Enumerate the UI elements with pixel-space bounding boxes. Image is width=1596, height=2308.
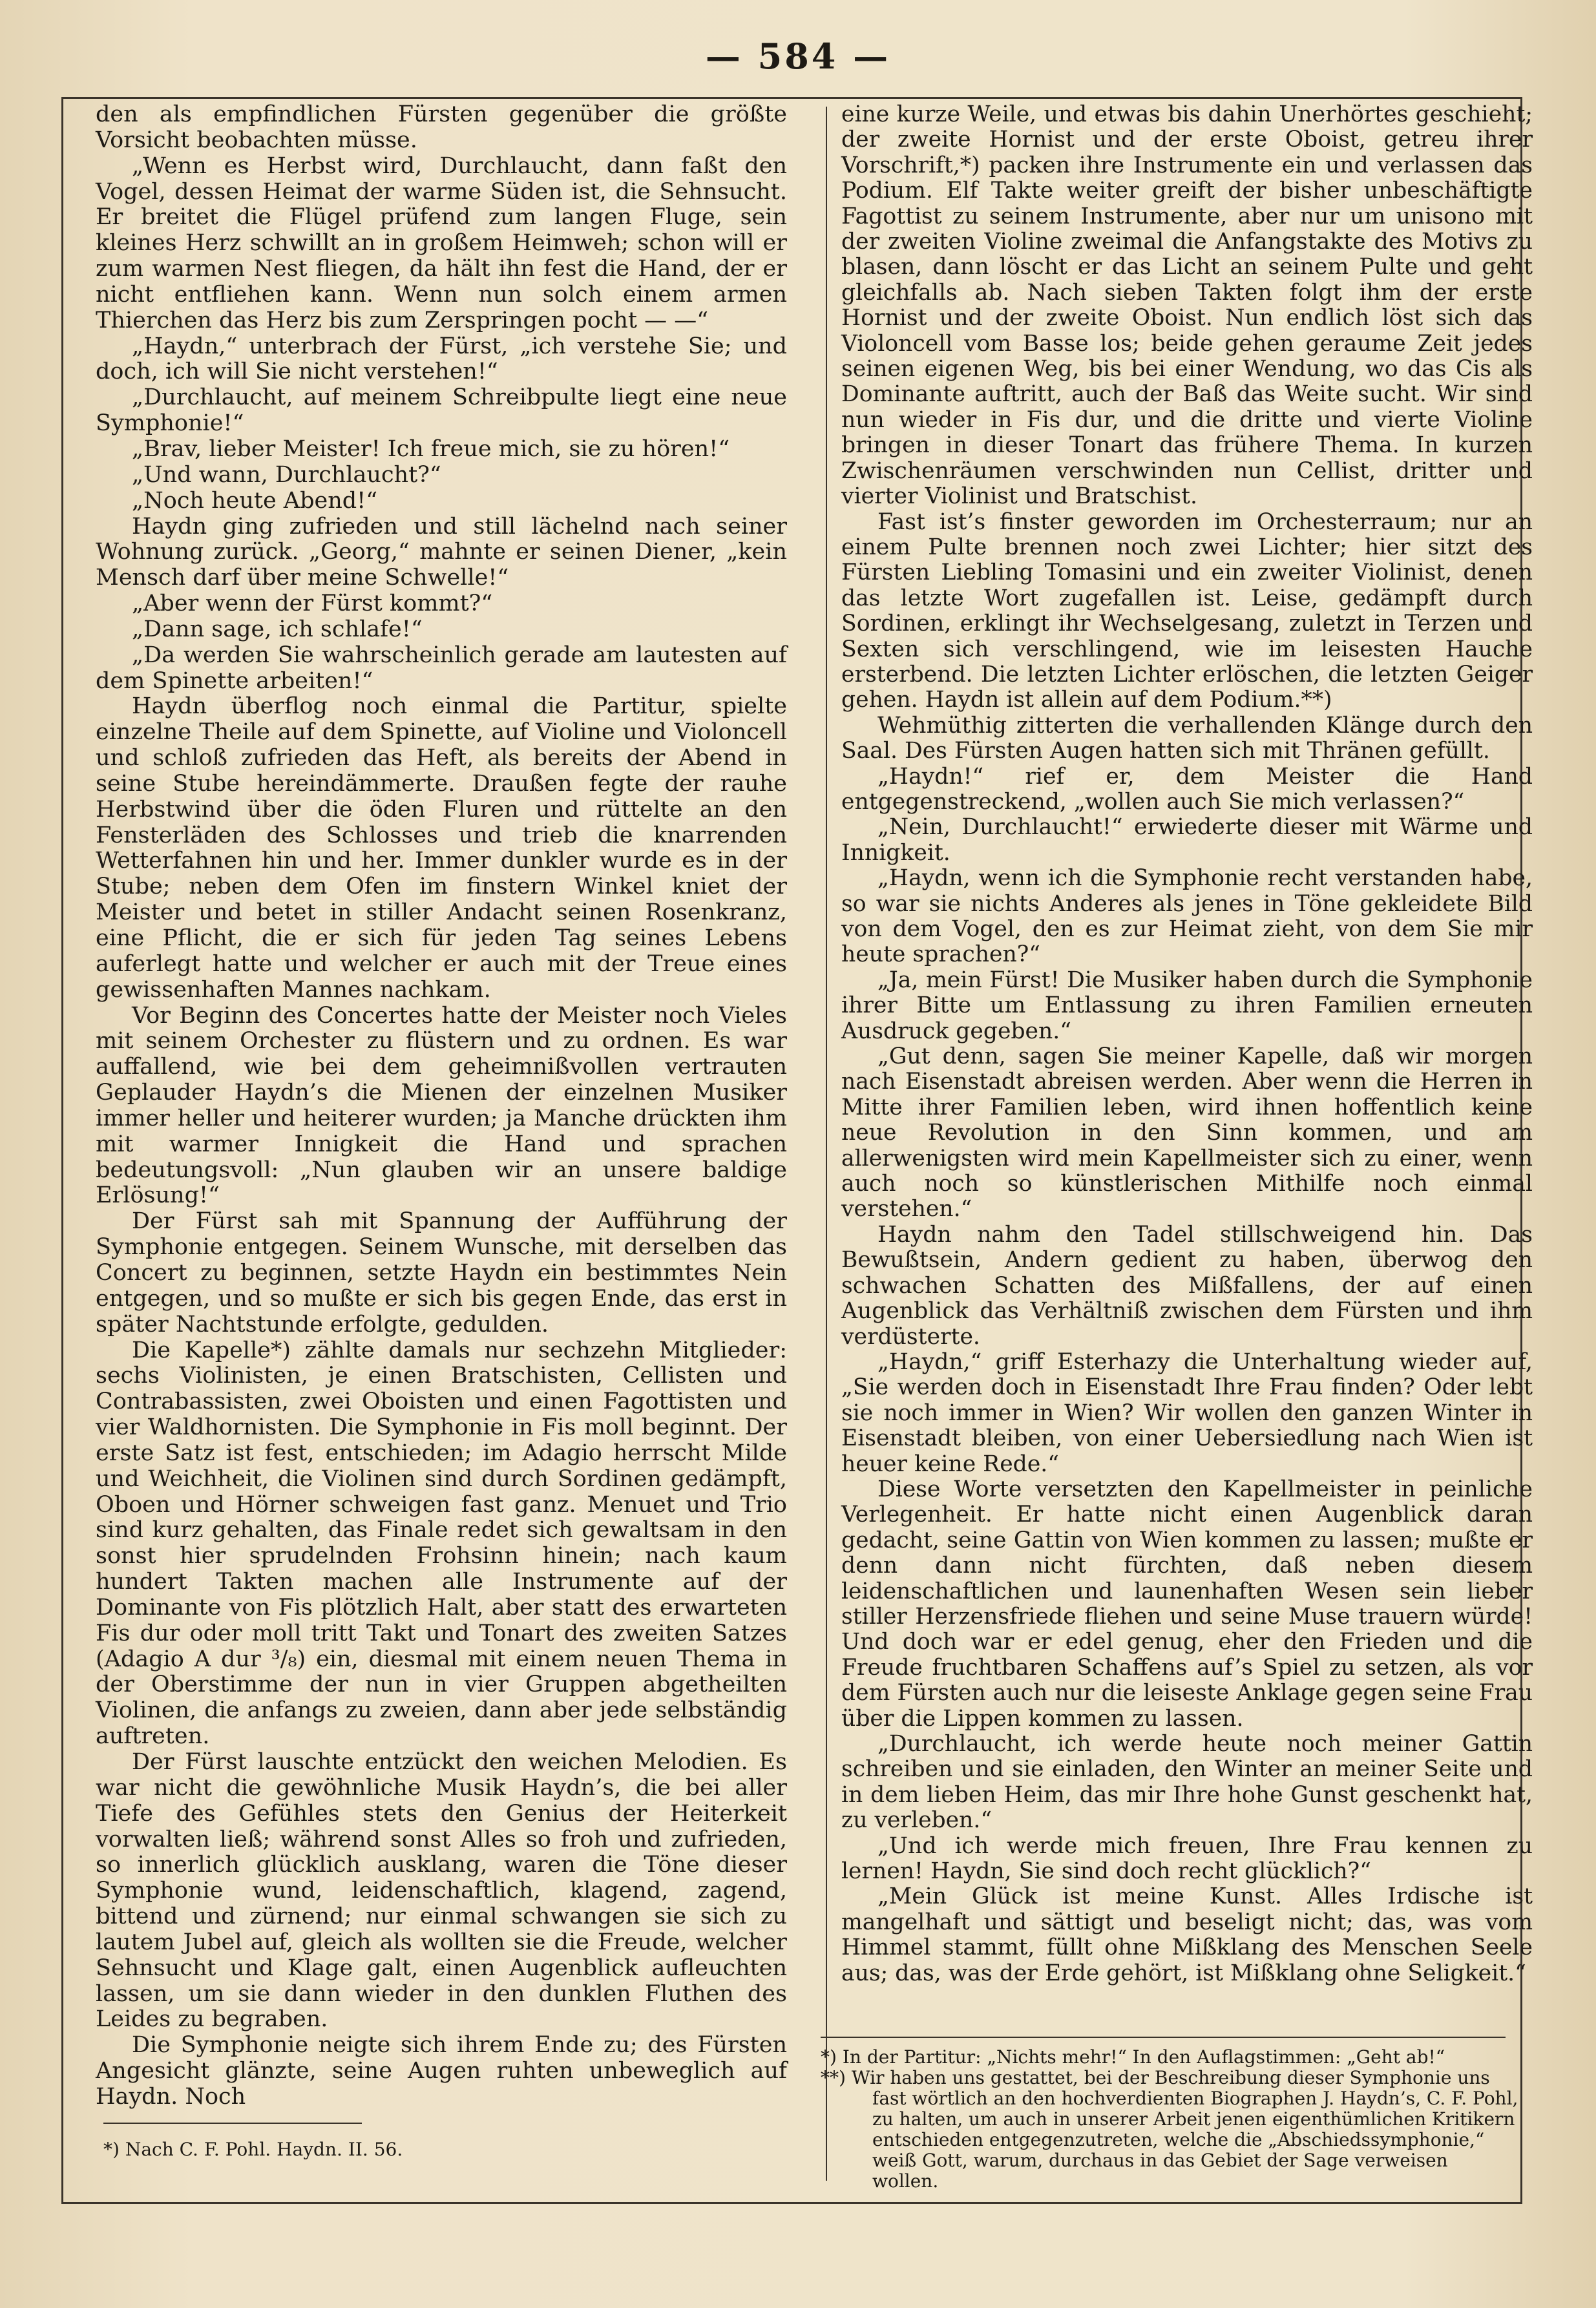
paragraph: „Haydn, wenn ich die Symphonie recht verstanden habe, so war sie nichts Anderes als jenes in Töne gekleidete Bild von dem Vogel, den es zur Heimat zieht, von dem Sie mir heute sprachen?“: [841, 865, 1533, 968]
footnote: *) In der Partitur: „Nichts mehr!“ In den Auflagstimmen: „Geht ab!“: [821, 2046, 1445, 2068]
paragraph: „Dann sage, ich schlafe!“: [132, 616, 423, 642]
right-column: [841, 102, 1533, 1986]
footnote: *) Nach C. F. Pohl. Haydn. II. 56.: [103, 2139, 403, 2160]
column-divider: [826, 107, 827, 2181]
paragraph: „Gut denn, sagen Sie meiner Kapelle, daß wir morgen nach Eisenstadt abreisen werden. Aber wenn die Herren in Mitte ihrer Familien leben, wird ihnen hoffentlich keine neue Revolution in den Sinn kommen, und am allerwenigsten wird mein Kapellmeister sich zu einer, wenn auch noch so künstlerischen Mithilfe noch einmal verstehen.“: [841, 1044, 1533, 1222]
paragraph: „Haydn,“ griff Esterhazy die Unterhaltung wieder auf, „Sie werden doch in Eisenstadt Ihre Frau finden? Oder lebt sie noch immer in Wien? Wir wollen den ganzen Winter in Eisenstadt bleiben, von einer Uebersiedlung nach Wien ist heuer keine Rede.“: [841, 1348, 1533, 1477]
paragraph: „Durchlaucht, ich werde heute noch meiner Gattin schreiben und sie einladen, den Winter an meiner Seite und in dem lieben Heim, das mir Ihre hohe Gunst geschenkt hat, zu verleben.“: [841, 1731, 1533, 1834]
paragraph: den als empfindlichen Fürsten gegenüber die größte Vorsicht beobachten müsse.: [96, 101, 787, 153]
paragraph: „Brav, lieber Meister! Ich freue mich, sie zu hören!“: [132, 435, 730, 462]
footnote-rule: [821, 2037, 1506, 2038]
paragraph: „Nein, Durchlaucht!“ erwiederte dieser mit Wärme und Innigkeit.: [841, 814, 1533, 866]
footnote-rule: [103, 2123, 362, 2124]
paragraph: „Mein Glück ist meine Kunst. Alles Irdische ist mangelhaft und sättigt und beseligt nicht; das, was vom Himmel stammt, füllt ohne Mißklang des Menschen Seele aus; das, was der Erde gehört, ist Mißklang ohne Seligkeit.“: [841, 1883, 1533, 1986]
footnote-list: [821, 2047, 1518, 2192]
paragraph: Haydn überflog noch einmal die Partitur, spielte einzelne Theile auf dem Spinette, auf Violine und Violoncell und schloß zufrieden das Heft, als bereits der Abend in seine Stube hereindämmerte. Draußen fegte der rauhe Herbstwind über die öden Fluren und rüttelte an den Fensterläden des Schlosses und trieb die knarrenden Wetterfahnen hin und her. Immer dunkler wurde es in der Stube; neben dem Ofen im finstern Winkel kniet der Meister und betet in stiller Andacht seinen Rosenkranz, eine Pflicht, die er sich für jeden Tag seines Lebens auferlegt hatte und welcher er auch mit der Treue eines gewissenhaften Mannes nachkam.: [96, 693, 787, 1003]
paragraph: eine kurze Weile, und etwas bis dahin Unerhörtes geschieht; der zweite Hornist und der erste Oboist, getreu ihrer Vorschrift,*) packen ihre Instrumente ein und verlassen das Podium. Elf Takte weiter greift der bisher unbeschäftigte Fagottist zu seinem Instrumente, aber nur um unisono mit der zweiten Violine zweimal die Anfangstakte des Motivs zu blasen, dann löscht er das Licht an seinem Pulte und geht gleichfalls ab. Nach sieben Takten folgt ihm der erste Hornist und der zweite Oboist. Nun endlich löst sich das Violoncell vom Basse los; beide gehen geraume Zeit jedes seinen eigenen Weg, bis bei einer Wendung, wo das Cis als Dominante auftritt, auch der Baß das Weite sucht. Wir sind nun wieder in Fis dur, und die dritte und vierte Violine bringen in dieser Tonart das frühere Thema. In kurzen Zwischenräumen verschwinden nun Cellist, dritter und vierter Violinist und Bratschist.: [841, 101, 1533, 510]
left-column: [96, 102, 787, 2110]
paragraph: Vor Beginn des Concertes hatte der Meister noch Vieles mit seinem Orchester zu flüstern und zu ordnen. Es war auffallend, wie bei dem geheimnißvollen vertrauten Geplauder Haydn’s die Mienen der einzelnen Musiker immer heller und heiterer wurden; ja Manche drückten ihm mit warmer Innigkeit die Hand und sprachen bedeutungsvoll: „Nun glauben wir an unsere baldige Erlösung!“: [96, 1002, 787, 1209]
paragraph: „Wenn es Herbst wird, Durchlaucht, dann faßt den Vogel, dessen Heimat der warme Süden ist, die Sehnsucht. Er breitet die Flügel prüfend zum langen Fluge, sein kleines Herz schwillt an in großem Heimweh; schon will er zum warmen Nest fliegen, da hält ihn fest die Hand, der er nicht entfliehen kann. Wenn nun solch einem armen Thierchen das Herz bis zum Zerspringen pocht — —“: [96, 152, 787, 333]
footnote-list: [103, 2139, 685, 2160]
paragraph: Diese Worte versetzten den Kapellmeister in peinliche Verlegenheit. Er hatte nicht einen Augenblick daran gedacht, seine Gattin von Wien kommen zu lassen; mußte er denn dann nicht fürchten, daß neben diesem leidenschaftlichen und launenhaften Wesen sein lieber stiller Herzensfriede fliehen und seine Muse trauern würde! Und doch war er edel genug, eher den Frieden und die Freude fruchtbaren Schaffens auf’s Spiel zu setzen, als vor dem Fürsten auch nur die leiseste Anklage gegen seine Frau über die Lippen kommen zu lassen.: [841, 1476, 1533, 1732]
paragraph: „Durchlaucht, auf meinem Schreibpulte liegt eine neue Symphonie!“: [96, 384, 787, 437]
paragraph: „Da werden Sie wahrscheinlich gerade am lautesten auf dem Spinette arbeiten!“: [96, 642, 787, 694]
paragraph: „Noch heute Abend!“: [132, 487, 378, 514]
paragraph: „Ja, mein Fürst! Die Musiker haben durch die Symphonie ihrer Bitte um Entlassung zu ihren Familien erneuten Ausdruck gegeben.“: [841, 967, 1533, 1044]
paragraph: Haydn ging zufrieden und still lächelnd nach seiner Wohnung zurück. „Georg,“ mahnte er seinen Diener, „kein Mensch darf über meine Schwelle!“: [96, 513, 787, 591]
paragraph: „Aber wenn der Fürst kommt?“: [132, 591, 493, 617]
paragraph: Die Kapelle*) zählte damals nur sechzehn Mitglieder: sechs Violinisten, je einen Bratschisten, Cellisten und Contrabassisten, zwei Oboisten und einen Fagottisten und vier Waldhornisten. Die Symphonie in Fis moll beginnt. Der erste Satz ist fest, entschieden; im Adagio herrscht Milde und Weichheit, die Violinen sind durch Sordinen gedämpft, Oboen und Hörner schweigen fast ganz. Menuet und Trio sind kurz gehalten, das Finale redet sich gewaltsam in den sonst hier sprudelnden Frohsinn hinein; nach kaum hundert Takten machen alle Instrumente auf der Dominante von Fis plötzlich Halt, aber statt des erwarteten Fis dur oder moll tritt Takt und Tonart des zweiten Satzes (Adagio A dur ³/₈) ein, diesmal mit einem neuen Thema in der Oberstimme der nun in vier Gruppen abgetheilten Violinen, die anfangs zu zweien, dann aber jede selbständig auftreten.: [96, 1337, 787, 1750]
paragraph: „Und wann, Durchlaucht?“: [132, 461, 441, 488]
paragraph: Wehmüthig zitterten die verhallenden Klänge durch den Saal. Des Fürsten Augen hatten sich mit Thränen gefüllt.: [841, 712, 1533, 764]
paragraph: Die Symphonie neigte sich ihrem Ende zu; des Fürsten Angesicht glänzte, seine Augen ruhten unbeweglich auf Haydn. Noch: [96, 2032, 787, 2110]
footnote: **) Wir haben uns gestattet, bei der Beschreibung dieser Symphonie uns fast wörtlich an den hochverdienten Biographen J. Haydn’s, C. F. Pohl, zu halten, um auch in unserer Arbeit jenen eigenthümlichen Kritikern entschieden entgegenzutreten, welche die „Abschiedssymphonie,“ weiß Gott, warum, durchaus in das Gebiet der Sage verweisen wollen.: [821, 2067, 1518, 2192]
footnotes-left: [103, 2123, 685, 2160]
paragraph: „Und ich werde mich freuen, Ihre Frau kennen zu lernen! Haydn, Sie sind doch recht glücklich?“: [841, 1832, 1533, 1885]
paragraph: Der Fürst lauschte entzückt den weichen Melodien. Es war nicht die gewöhnliche Musik Haydn’s, die bei aller Tiefe des Gefühles stets den Genius der Heiterkeit vorwalten ließ; während sonst Alles so froh und zufrieden, so innerlich glücklich ausklang, waren die Töne dieser Symphonie wund, leidenschaftlich, klagend, zagend, bittend und zürnend; nur einmal schwangen sie sich zu lautem Jubel auf, gleich als wollten sie die Freude, welcher Sehnsucht und Klage galt, einen Augenblick aufleuchten lassen, um sie dann wieder in den dunklen Fluthen des Leides zu begraben.: [96, 1749, 787, 2033]
paragraph: Haydn nahm den Tadel stillschweigend hin. Das Bewußtsein, Andern gedient zu haben, überwog den schwachen Schatten des Mißfallens, der auf einen Augenblick das Verhältniß zwischen dem Fürsten und ihm verdüsterte.: [841, 1221, 1533, 1350]
paragraph: „Haydn!“ rief er, dem Meister die Hand entgegenstreckend, „wollen auch Sie mich verlassen?“: [841, 763, 1533, 815]
page-number: — 584 —: [705, 36, 891, 77]
footnotes-right: [821, 2037, 1518, 2192]
paragraph: „Haydn,“ unterbrach der Fürst, „ich verstehe Sie; und doch, ich will Sie nicht verstehen!“: [96, 333, 787, 385]
paragraph: Fast ist’s finster geworden im Orchesterraum; nur an einem Pulte brennen noch zwei Lichter; hier sitzt des Fürsten Liebling Tomasini und ein zweiter Violinist, denen das letzte Wort zugefallen ist. Leise, gedämpft durch Sordinen, erklingt ihr Wechselgesang, zuletzt in Terzen und Sexten sich verschlingend, wie im leisesten Hauche ersterbend. Die letzten Lichter erlöschen, die letzten Geiger gehen. Haydn ist allein auf dem Podium.**): [841, 509, 1533, 713]
paragraph: Der Fürst sah mit Spannung der Aufführung der Symphonie entgegen. Seinem Wunsche, mit derselben das Concert zu beginnen, setzte Haydn ein bestimmtes Nein entgegen, und so mußte er sich bis gegen Ende, das erst in später Nachtstunde erfolgte, gedulden.: [96, 1208, 787, 1338]
